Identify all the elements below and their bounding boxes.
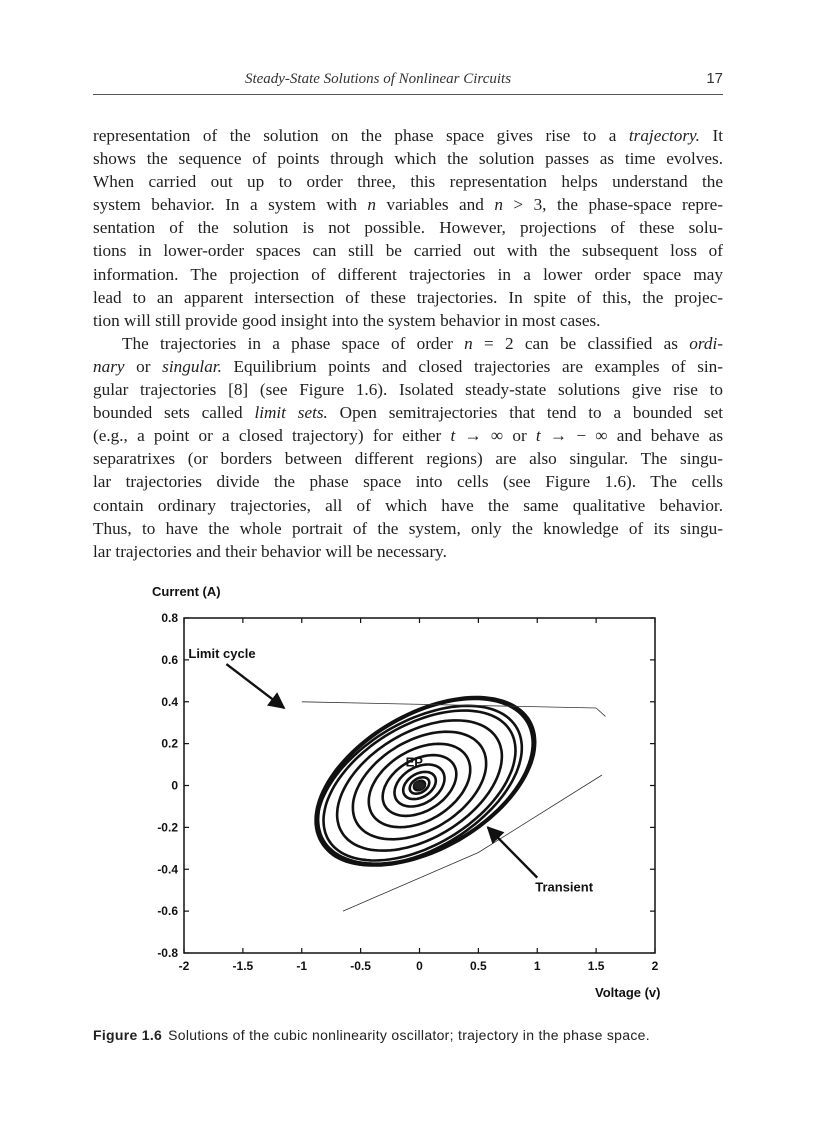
text-line: lar trajectories divide the phase space into cells (see Figure 1.6). The cells bbox=[93, 472, 723, 492]
limit-cycle-arrow bbox=[226, 664, 284, 708]
y-tick-label: -0.6 bbox=[157, 904, 178, 919]
text-line: information. The projection of different trajectories in a lower order space may bbox=[93, 264, 723, 284]
y-tick-label: -0.8 bbox=[157, 946, 178, 960]
page-number: 17 bbox=[706, 70, 723, 87]
text-line: sentation of the solution is not possible. However, projections of these solu- bbox=[93, 218, 723, 238]
x-tick-label: 0 bbox=[416, 959, 423, 973]
text-line: representation of the solution on the phase space gives rise to a trajectory. It bbox=[93, 126, 724, 145]
paragraph-1 bbox=[93, 124, 723, 332]
x-tick-label: 1 bbox=[533, 959, 541, 973]
text-line: Thus, to have the whole portrait of the system, only the knowledge of its singu- bbox=[93, 518, 723, 538]
y-axis-label: Current (A) bbox=[152, 584, 221, 599]
y-tick-label: 0 bbox=[171, 778, 178, 793]
caption-label: Figure 1.6 bbox=[93, 1027, 163, 1043]
transient-line bbox=[302, 702, 606, 717]
x-tick-label: -0.5 bbox=[350, 959, 371, 973]
figure-caption bbox=[93, 1027, 723, 1043]
x-tick-label: 1.5 bbox=[587, 959, 605, 973]
caption-text: Solutions of the cubic nonlinearity oscillator; trajectory in the phase space. bbox=[168, 1027, 650, 1043]
x-tick-label: 2 bbox=[651, 959, 659, 973]
x-tick-label: -2 bbox=[178, 959, 190, 973]
phase-space-chart bbox=[140, 580, 680, 1010]
x-axis-label: Voltage (v) bbox=[595, 985, 661, 1000]
figure-1-6 bbox=[140, 580, 680, 1010]
x-tick-label: -1.5 bbox=[232, 959, 254, 973]
limit-cycle-label: Limit cycle bbox=[188, 646, 256, 662]
y-tick-label: 0.4 bbox=[161, 694, 178, 709]
y-tick-label: -0.4 bbox=[157, 862, 178, 877]
y-tick-label: 0.8 bbox=[161, 611, 178, 625]
text-line: lead to an apparent intersection of these trajectories. In spite of this, the projec- bbox=[93, 287, 723, 307]
equilibrium-point bbox=[414, 781, 426, 790]
x-tick-label: 0.5 bbox=[470, 959, 487, 973]
transient-label: Transient bbox=[535, 879, 594, 895]
text-line: contain ordinary trajectories, all of which have the same qualitative behavior. bbox=[93, 495, 723, 515]
x-tick-label: -1 bbox=[296, 959, 308, 973]
text-line: nary or singular. Equilibrium points and closed trajectories are examples of sin- bbox=[93, 356, 723, 376]
text-line: gular trajectories [8] (see Figure 1.6). Isolated steady-state solutions give rise to bbox=[93, 380, 723, 400]
text-line: system behavior. In a system with n variables and n > 3, the phase-space repre- bbox=[93, 195, 723, 215]
y-tick-label: 0.2 bbox=[161, 736, 178, 751]
text-line: tions in lower-order spaces can still be carried out with the subsequent loss of bbox=[93, 241, 723, 261]
y-tick-label: -0.2 bbox=[157, 820, 178, 835]
text-line: separatrixes (or borders between different regions) are also singular. The singu- bbox=[93, 449, 723, 469]
y-tick-label: 0.6 bbox=[161, 652, 178, 667]
paragraph-2 bbox=[93, 332, 723, 563]
text-line: (e.g., a point or a closed trajectory) for either t → ∞ or t → − ∞ and behave as bbox=[93, 426, 724, 446]
running-title: Steady-State Solutions of Nonlinear Circuits bbox=[244, 71, 512, 87]
running-header bbox=[93, 66, 723, 95]
text-line: tion will still provide good insight into the system behavior in most cases. bbox=[93, 310, 601, 330]
text-line: lar trajectories and their behavior will be necessary. bbox=[93, 541, 447, 561]
text-line: The trajectories in a phase space of order n = 2 can be classified as ordi- bbox=[122, 333, 723, 353]
text-line: When carried out up to order three, this representation helps understand the bbox=[93, 172, 723, 192]
ep-label: EP bbox=[405, 754, 423, 770]
text-line: bounded sets called limit sets. Open semitrajectories that tend to a bounded set bbox=[93, 403, 723, 423]
transient-arrow bbox=[488, 827, 537, 877]
plot-area bbox=[157, 611, 658, 973]
body-text bbox=[93, 124, 723, 563]
text-line: shows the sequence of points through which the solution passes as time evolves. bbox=[93, 149, 723, 169]
